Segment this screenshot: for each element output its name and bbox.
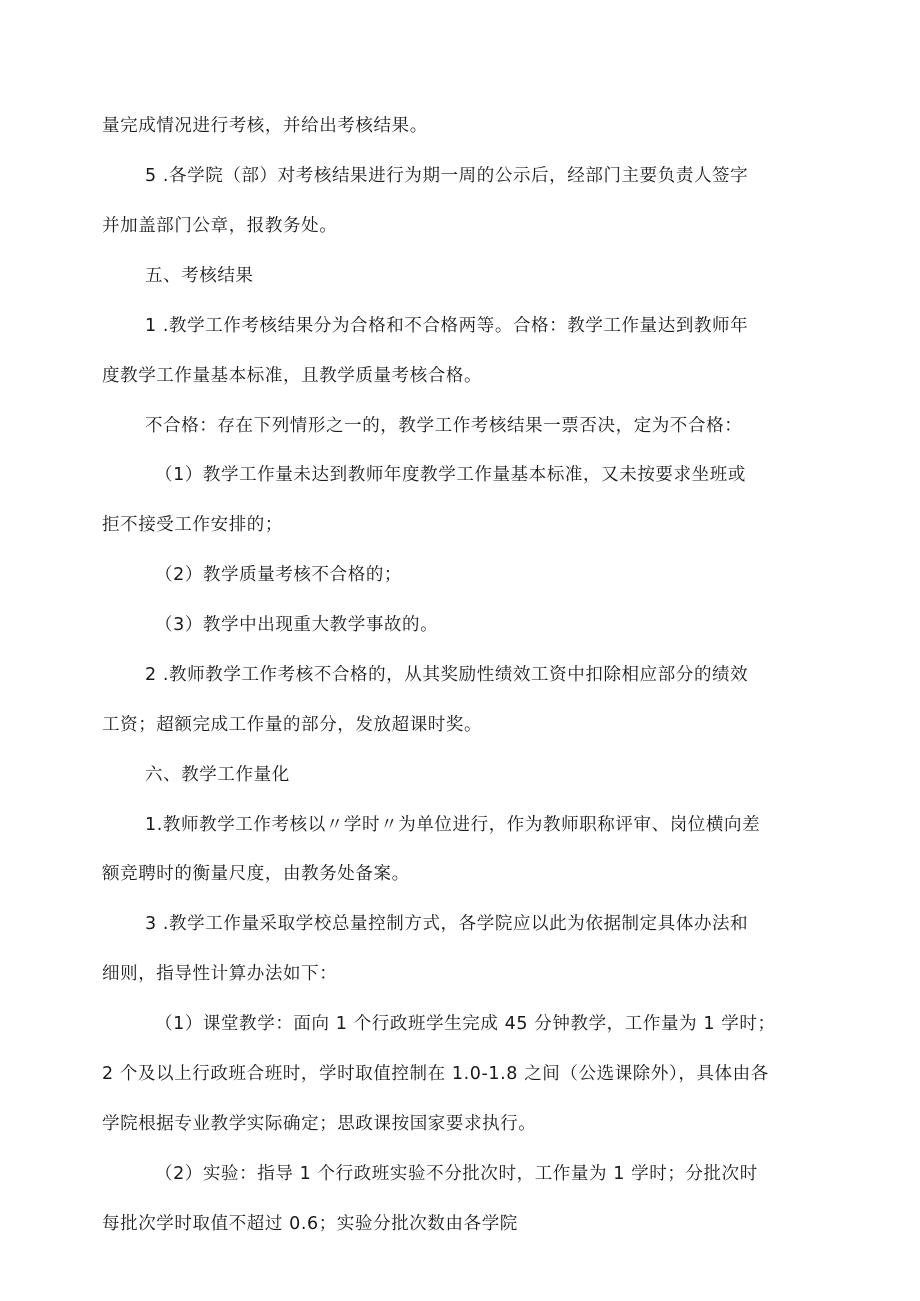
text-line-18: 细则，指导性计算办法如下： (102, 964, 338, 984)
text-line-1: 量完成情况进行考核，并给出考核结果。 (102, 116, 428, 136)
text-line-15: 1.教师教学工作考核以〃学时〃为单位进行，作为教师职称评审、岗位横向差 (145, 815, 761, 835)
text-line-8: （1）教学工作量未达到教师年度教学工作量基本标准，又未按要求坐班或 (155, 465, 746, 485)
text-line-10: （2）教学质量考核不合格的； (155, 565, 403, 585)
text-line-16: 额竞聘时的衡量尺度，由教务处备案。 (102, 864, 410, 884)
text-line-13: 工资；超额完成工作量的部分，发放超课时奖。 (102, 715, 483, 735)
text-line-11: （3）教学中出现重大教学事故的。 (155, 615, 439, 635)
text-line-19: （1）课堂教学：面向 1 个行政班学生完成 45 分钟教学，工作量为 1 学时； (155, 1014, 776, 1034)
text-line-6: 度教学工作量基本标准，且教学质量考核合格。 (102, 366, 483, 386)
text-line-23: 每批次学时取值不超过 0.6；实验分批次数由各学院 (102, 1214, 518, 1234)
text-line-20: 2 个及以上行政班合班时，学时取值控制在 1.0-1.8 之间（公选课除外），具体由各 (102, 1064, 769, 1084)
text-line-2: 5 .各学院（部）对考核结果进行为期一周的公示后，经部门主要负责人签字 (145, 166, 749, 186)
text-line-7: 不合格：存在下列情形之一的，教学工作考核结果一票否决，定为不合格： (145, 416, 743, 436)
text-line-5: 1 .教学工作考核结果分为合格和不合格两等。合格：教学工作量达到教师年 (145, 316, 749, 336)
text-line-21: 学院根据专业教学实际确定；思政课按国家要求执行。 (102, 1114, 537, 1134)
text-line-12: 2 .教师教学工作考核不合格的，从其奖励性绩效工资中扣除相应部分的绩效 (145, 665, 749, 685)
text-line-22: （2）实验：指导 1 个行政班实验不分批次时，工作量为 1 学时；分批次时 (155, 1164, 758, 1184)
section-heading-6: 六、教学工作量化 (145, 765, 290, 785)
text-line-3: 并加盖部门公章，报教务处。 (102, 216, 338, 236)
text-line-9: 拒不接受工作安排的； (102, 515, 283, 535)
section-heading-5: 五、考核结果 (145, 266, 254, 286)
text-line-17: 3 .教学工作量采取学校总量控制方式，各学院应以此为依据制定具体办法和 (145, 914, 749, 934)
